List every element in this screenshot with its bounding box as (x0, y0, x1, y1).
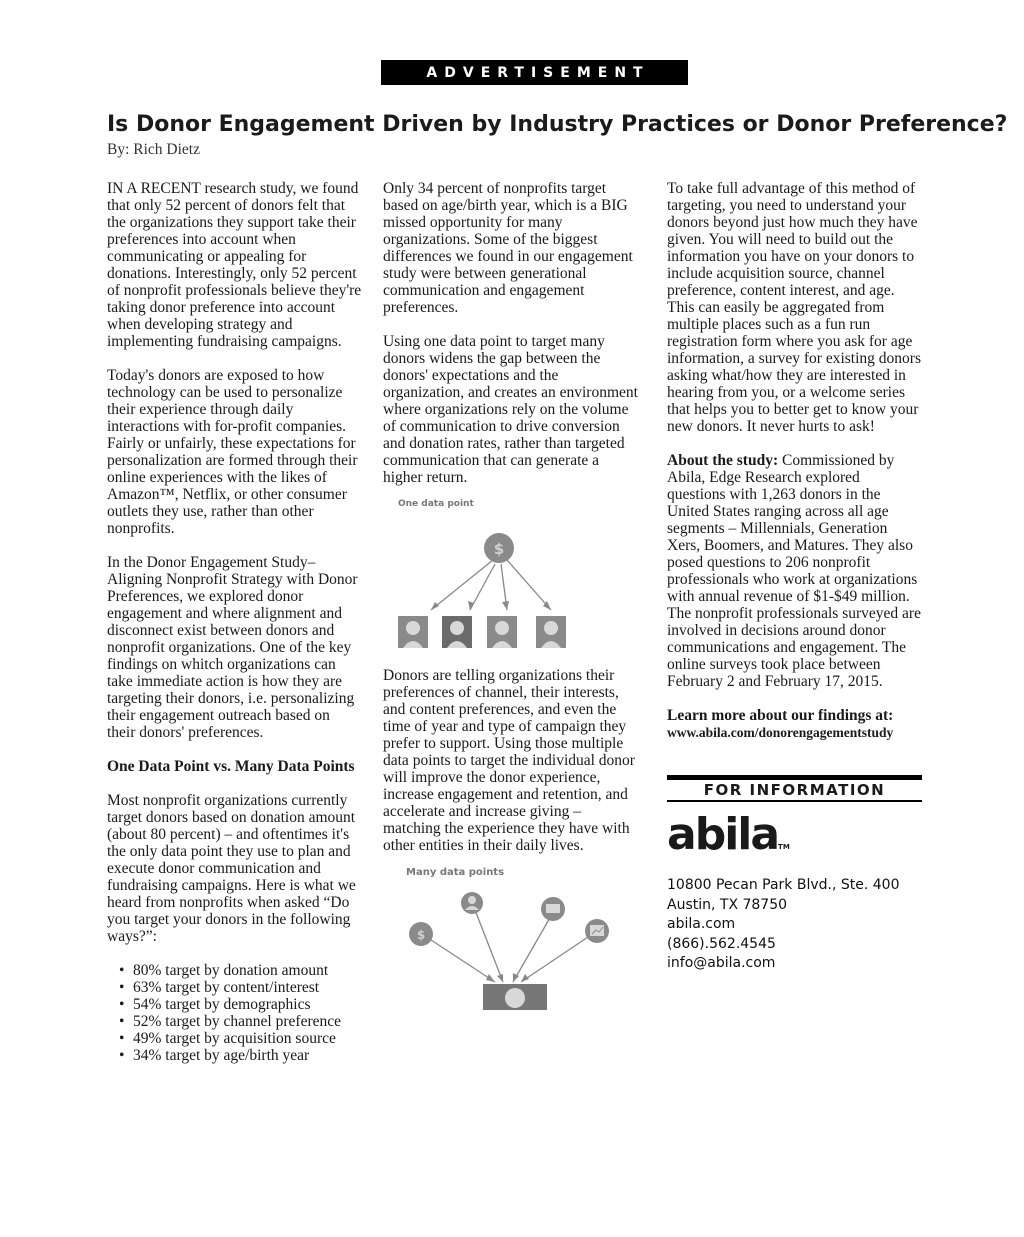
about-study-paragraph (667, 452, 922, 690)
list-item: • 34% target by age/birth year (119, 1047, 362, 1064)
study-link[interactable]: www.abila.com/donorengagementstudy (667, 725, 894, 740)
targeting-stats-list (107, 962, 362, 1064)
donor-avatar-icon (536, 616, 566, 648)
one-data-point-figure (383, 492, 638, 662)
section-subheading: One Data Point vs. Many Data Points (107, 758, 355, 775)
list-item: • 52% target by channel preference (119, 1013, 362, 1030)
abila-logo (667, 810, 922, 872)
list-item: • 54% target by demographics (119, 996, 362, 1013)
contact-info-box (667, 775, 922, 974)
figure-label: One data point (398, 499, 474, 509)
email-link[interactable]: info@abila.com (667, 955, 776, 971)
list-item: • 80% target by donation amount (119, 962, 362, 979)
donor-avatar-icon (487, 616, 517, 648)
paragraph: Only 34 percent of nonprofits target based on age/birth year, which is a BIG missed opportunity for many organizations. Some of the biggest differences we found in our engagement study were between generational communication and engagement preferences. (383, 180, 633, 316)
dollar-icon (484, 533, 514, 563)
chart-icon (585, 919, 609, 943)
paragraph: To take full advantage of this method of targeting, you need to understand your donors beyond just how much they have given. You will need to build out the information you have on your donors to include acquisition source, channel preference, content interest, and age. This can easily be aggregated from multiple places such as a fun run registration form where you ask for age information, a survey for existing donors asking what/how they are interested in hearing from you, or a welcome series that helps you to better get to know your new donors. It never hurts to ask! (667, 180, 921, 435)
donor-avatar-icon (483, 984, 547, 1010)
article-column-1 (107, 180, 362, 1064)
many-data-points-diagram (383, 860, 638, 1010)
learn-more-paragraph (667, 707, 922, 741)
donor-avatar-icon (398, 616, 428, 648)
address-line-1: 10800 Pecan Park Blvd., Ste. 400 (667, 877, 900, 893)
about-study-label: About the study: (667, 452, 779, 469)
donor-avatar-icon (442, 616, 472, 648)
website-link[interactable]: abila.com (667, 916, 736, 932)
paragraph: Using one data point to target many donors widens the gap between the donors' expectations and the organization, and creates an environment where organizations rely on the volume of communication to drive conversion and donation rates, rather than targeted communication that can generate a higher return. (383, 333, 638, 486)
dollar-icon (409, 922, 433, 946)
logo-text: abila (667, 809, 779, 860)
article-column-2 (383, 180, 638, 1010)
list-item: • 63% target by content/interest (119, 979, 362, 996)
about-study-text: Commissioned by Abila, Edge Research explored questions with 1,263 donors in the United States ranging across all age segments – Millennials, Generation Xers, Boomers, and Matures. They also posed questions to 206 nonprofit professionals who work at organizations with annual revenue of $1-$49 million. The nonprofit professionals surveyed are involved in decisions around donor communications and engagement. The online surveys took place between February 2 and February 17, 2015. (667, 452, 921, 690)
contact-details (667, 876, 922, 974)
message-icon (541, 897, 565, 921)
article-title: Is Donor Engagement Driven by Industry Practices or Donor Preference? (107, 112, 1008, 137)
article-column-3 (667, 180, 922, 974)
advertisement-banner: ADVERTISEMENT (381, 60, 688, 85)
learn-more-label: Learn more about our findings at: (667, 707, 894, 724)
one-data-point-diagram (383, 492, 638, 662)
dollar-symbol: $ (416, 928, 426, 942)
user-icon (461, 892, 483, 914)
paragraph: IN A RECENT research study, we found that only 52 percent of donors felt that the organizations they support take their preferences into account when communicating or appealing for donations. Interestingly, only 52 percent of nonprofit professionals believe they're taking donor preference into account when developing strategy and implementing fundraising campaigns. (107, 180, 362, 350)
paragraph: Donors are telling organizations their preferences of channel, their interests, and content preferences, and even the time of year and type of campaign they prefer to support. Using those multiple data points to target the individual donor will improve the donor experience, increase engagement and retention, and accelerate and increase giving – matching the experience they have with other entities in their daily lives. (383, 667, 635, 854)
info-header: FOR INFORMATION (667, 775, 922, 802)
paragraph: Today's donors are exposed to how technology can be used to personalize their experience through daily interactions with for-profit companies. Fairly or unfairly, these expectations for personalization are formed through their online experiences with the likes of Amazon™, Netflix, or other consumer outlets they use, rather than other nonprofits. (107, 367, 358, 537)
figure-label: Many data points (406, 867, 505, 878)
dollar-symbol: $ (493, 540, 505, 558)
paragraph: Most nonprofit organizations currently target donors based on donation amount (about 80 percent) – and oftentimes it's the only data point they use to plan and execute donor communication and fundraising campaigns. Here is what we heard from nonprofits when asked “Do you target your donors in the following ways?”: (107, 792, 356, 945)
phone-number[interactable]: (866).562.4545 (667, 935, 776, 952)
list-item: • 49% target by acquisition source (119, 1030, 362, 1047)
many-data-points-figure (383, 860, 638, 1010)
article-byline: By: Rich Dietz (107, 141, 200, 158)
address-line-2: Austin, TX 78750 (667, 896, 788, 913)
logo-trademark: TM (778, 843, 790, 851)
paragraph: In the Donor Engagement Study–Aligning Nonprofit Strategy with Donor Preferences, we explored donor engagement and where alignment and disconnect exist between donors and nonprofit organizations. One of the key findings on whitch organizations can take immediate action is how they are targeting their donors, i.e. personalizing their engagement outreach based on their donors' preferences. (107, 554, 358, 741)
